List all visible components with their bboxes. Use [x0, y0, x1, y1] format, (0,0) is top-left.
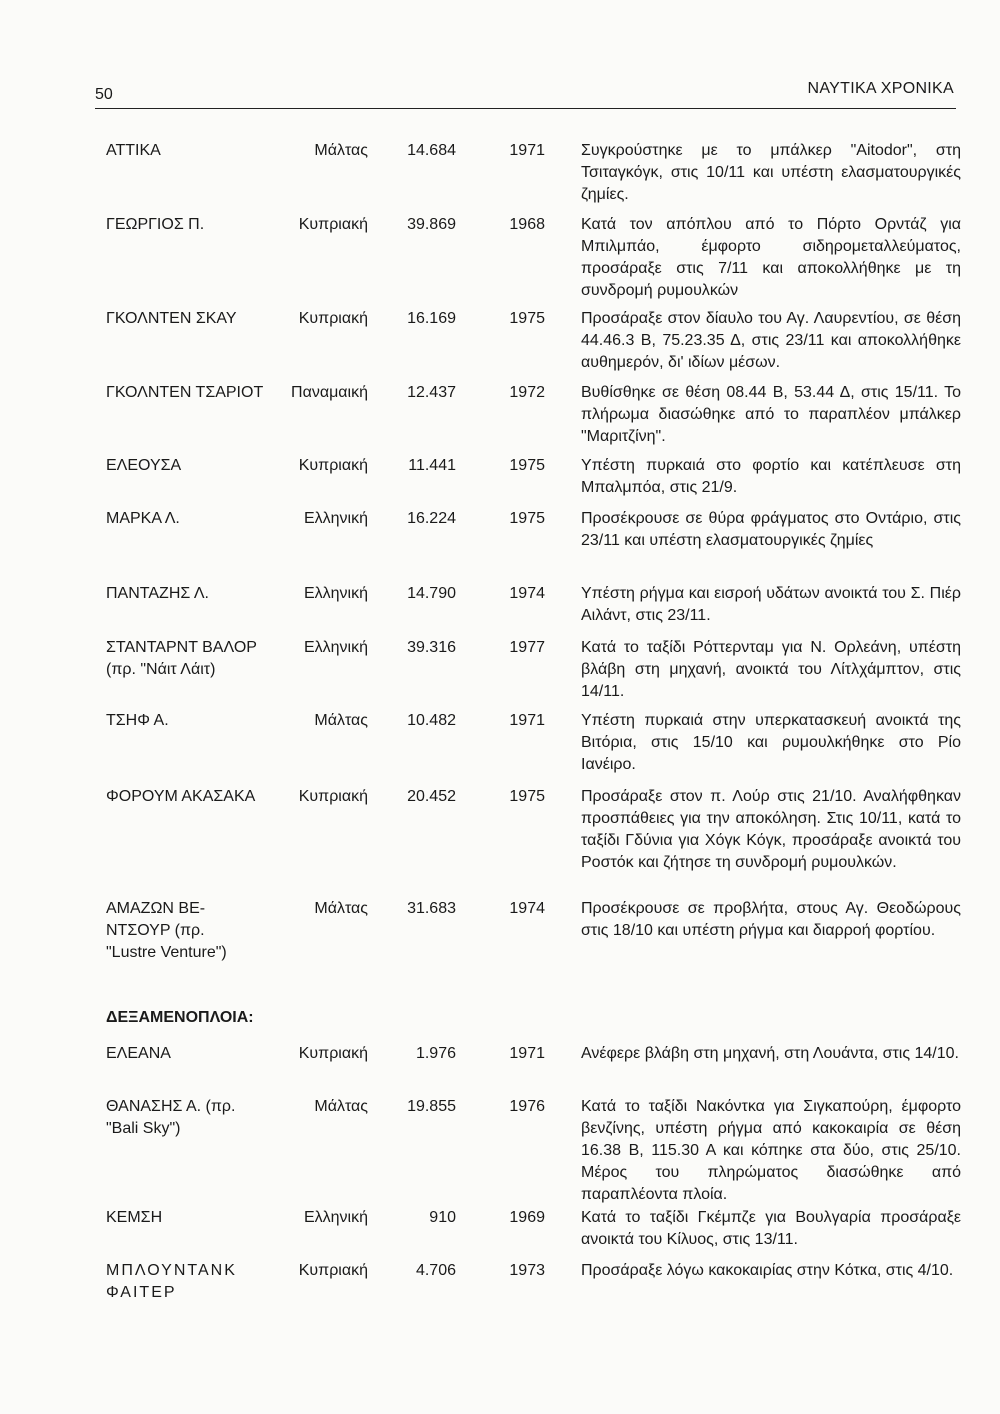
ship-name: ΓΕΩΡΓΙΟΣ Π.: [106, 216, 205, 233]
ship-flag: Ελληνική: [303, 639, 368, 656]
incident-description: Ανέφερε βλάβη στη μηχανή, στη Λουάντα, στις 14/10.: [581, 1045, 959, 1062]
ship-name: ΜΠΛΟΥΝΤΑΝΚ ΦΑΙΤΕΡ: [106, 1262, 237, 1301]
ship-year: 1975: [509, 457, 545, 474]
incident-description: Κατά το ταξίδι Ρόττερνταμ για Ν. Ορλεάνη, υπέστη βλάβη στη μηχανή, ανοικτά του Λίτλχάμπτον, στις 14/11.: [581, 639, 961, 700]
ship-flag: Κυπριακή: [298, 1262, 368, 1279]
ship-tonnage: 14.684: [407, 142, 456, 159]
ship-year: 1975: [509, 788, 545, 805]
ship-flag: Ελληνική: [303, 1209, 368, 1226]
ship-year: 1971: [509, 142, 545, 159]
incident-description: Κατά τον απόπλου από το Πόρτο Ορντάζ για Μπιλμπάο, έμφορτο σιδηρομεταλλεύματος, προσάραξε στις 7/11 και αποκολλήθηκε με τη συνδρομή ρυμουλκών: [581, 216, 961, 299]
ship-tonnage: 19.855: [407, 1098, 456, 1115]
incident-description: Υπέστη πυρκαιά στο φορτίο και κατέπλευσε στη Μπαλμπόα, στις 21/9.: [581, 457, 961, 496]
incident-description: Προσάραξε στον δίαυλο του Αγ. Λαυρεντίου, σε θέση 44.46.3 Β, 75.23.35 Δ, στις 23/11 και αποκολλήθηκε αυθημερόν, δι' ιδίων μέσων.: [581, 310, 961, 371]
ship-year: 1972: [509, 384, 545, 401]
ship-tonnage: 12.437: [407, 384, 456, 401]
ship-tonnage: 39.869: [407, 216, 456, 233]
ship-year: 1974: [509, 900, 545, 917]
ship-tonnage: 910: [429, 1209, 456, 1226]
ship-flag: Κυπριακή: [298, 216, 368, 233]
ship-tonnage: 16.169: [407, 310, 456, 327]
ship-tonnage: 10.482: [407, 712, 456, 729]
ship-year: 1971: [509, 1045, 545, 1062]
ship-name: ΓΚΟΛΝΤΕΝ ΤΣΑΡΙΟΤ: [106, 384, 264, 401]
ship-flag: Παναμαική: [291, 384, 368, 401]
incident-description: Προσέκρουσε σε θύρα φράγματος στο Οντάριο, στις 23/11 και υπέστη ελασματουργικές ζημίες: [581, 510, 961, 549]
incident-description: Κατά το ταξίδι Γκέμπζε για Βουλγαρία προσάραξε ανοικτά του Κίλυος, στις 13/11.: [581, 1209, 961, 1248]
ship-year: 1969: [509, 1209, 545, 1226]
ship-year: 1975: [509, 310, 545, 327]
header-rule: [95, 108, 956, 109]
ship-flag: Μάλτας: [314, 142, 368, 159]
ship-year: 1973: [509, 1262, 545, 1279]
ship-year: 1975: [509, 510, 545, 527]
ship-flag: Μάλτας: [314, 900, 368, 917]
ship-flag: Μάλτας: [314, 712, 368, 729]
ship-flag: Κυπριακή: [298, 457, 368, 474]
ship-flag: Κυπριακή: [298, 1045, 368, 1062]
ship-name: ΕΛΕΟΥΣΑ: [106, 457, 182, 474]
ship-tonnage: 11.441: [408, 457, 456, 474]
ship-tonnage: 1.976: [415, 1045, 456, 1062]
incident-description: Βυθίσθηκε σε θέση 08.44 Β, 53.44 Δ, στις 15/11. Το πλήρωμα διασώθηκε από το παραπλέον μπάλκερ "Μαριτζίνη".: [581, 384, 961, 445]
ship-year: 1968: [509, 216, 545, 233]
incident-description: Προσάραξε λόγω κακοκαιρίας στην Κότκα, στις 4/10.: [581, 1262, 954, 1279]
incident-description: Προσέκρουσε σε προβλήτα, στους Αγ. Θεοδώρους στις 18/10 και υπέστη ρήγμα και διαρροή φορτίου.: [581, 900, 961, 939]
ship-flag: Κυπριακή: [298, 310, 368, 327]
ship-year: 1974: [509, 585, 545, 602]
ship-name: ΕΛΕΑΝΑ: [106, 1045, 171, 1062]
incident-description: Υπέστη πυρκαιά στην υπερκατασκευή ανοικτά της Βιτόρια, στις 15/10 και ρυμουλκήθηκε στο Ρίο Ιανέιρο.: [581, 712, 961, 773]
ship-year: 1977: [509, 639, 545, 656]
ship-tonnage: 39.316: [407, 639, 456, 656]
ship-flag: Ελληνική: [303, 585, 368, 602]
ship-tonnage: 20.452: [407, 788, 456, 805]
ship-name: ΜΑΡΚΑ Λ.: [106, 510, 180, 527]
ship-name: ΚΕΜΣΗ: [106, 1209, 163, 1226]
ship-flag: Κυπριακή: [298, 788, 368, 805]
ship-name: ΣΤΑΝΤΑΡΝΤ ΒΑΛΟΡ (πρ. "Νάιτ Λάιτ): [106, 639, 257, 678]
incident-description: Κατά το ταξίδι Νακόντκα για Σιγκαπούρη, έμφορτο βενζίνης, υπέστη ρήγμα από κακοκαιρία σε θέση 16.38 Β, 115.30 Α και κόπηκε στα δύο, στις 25/10. Μέρος του πληρώματος διασώθηκε από παραπλέοντα πλοία.: [581, 1098, 961, 1203]
journal-title: ΝΑΥΤΙΚΑ ΧΡΟΝΙΚΑ: [807, 80, 954, 97]
ship-name: ΦΟΡΟΥΜ ΑΚΑΣΑΚΑ: [106, 788, 256, 805]
ship-name: ΘΑΝΑΣΗΣ Α. (πρ. "Bali Sky"): [106, 1098, 236, 1137]
ship-flag: Ελληνική: [303, 510, 368, 527]
ship-year: 1976: [509, 1098, 545, 1115]
ship-tonnage: 14.790: [407, 585, 456, 602]
ship-name: ΑΜΑΖΩΝ ΒΕ-ΝΤΣΟΥΡ (πρ. "Lustre Venture"): [106, 900, 227, 961]
ship-name: ΤΣΗΦ Α.: [106, 712, 169, 729]
ship-name: ΓΚΟΛΝΤΕΝ ΣΚΑΥ: [106, 310, 237, 327]
incident-description: Προσάραξε στον π. Λούρ στις 21/10. Αναλήφθηκαν προσπάθειες για την αποκόληση. Στις 10/11, κατά το ταξίδι Γδύνια για Χόγκ Κόγκ, προσάραξε ανοικτά του Ροστόκ και ζήτησε τη συνδρομή ρυμουλκών.: [581, 788, 961, 871]
page-number: 50: [95, 86, 113, 103]
ship-name: ΑΤΤΙΚΑ: [106, 142, 161, 159]
ship-tonnage: 4.706: [415, 1262, 456, 1279]
incident-description: Συγκρούστηκε με το μπάλκερ "Aitodor", στη Τσιταγκόγκ, στις 10/11 και υπέστη ελασματουργικές ζημίες.: [581, 142, 961, 203]
ship-tonnage: 31.683: [407, 900, 456, 917]
section-title-tankers: ΔΕΞΑΜΕΝΟΠΛΟΙΑ:: [106, 1009, 254, 1026]
ship-name: ΠΑΝΤΑΖΗΣ Λ.: [106, 585, 209, 602]
incident-description: Υπέστη ρήγμα και εισροή υδάτων ανοικτά του Σ. Πιέρ Αιλάντ, στις 23/11.: [581, 585, 961, 624]
ship-year: 1971: [509, 712, 545, 729]
ship-flag: Μάλτας: [314, 1098, 368, 1115]
ship-tonnage: 16.224: [407, 510, 456, 527]
